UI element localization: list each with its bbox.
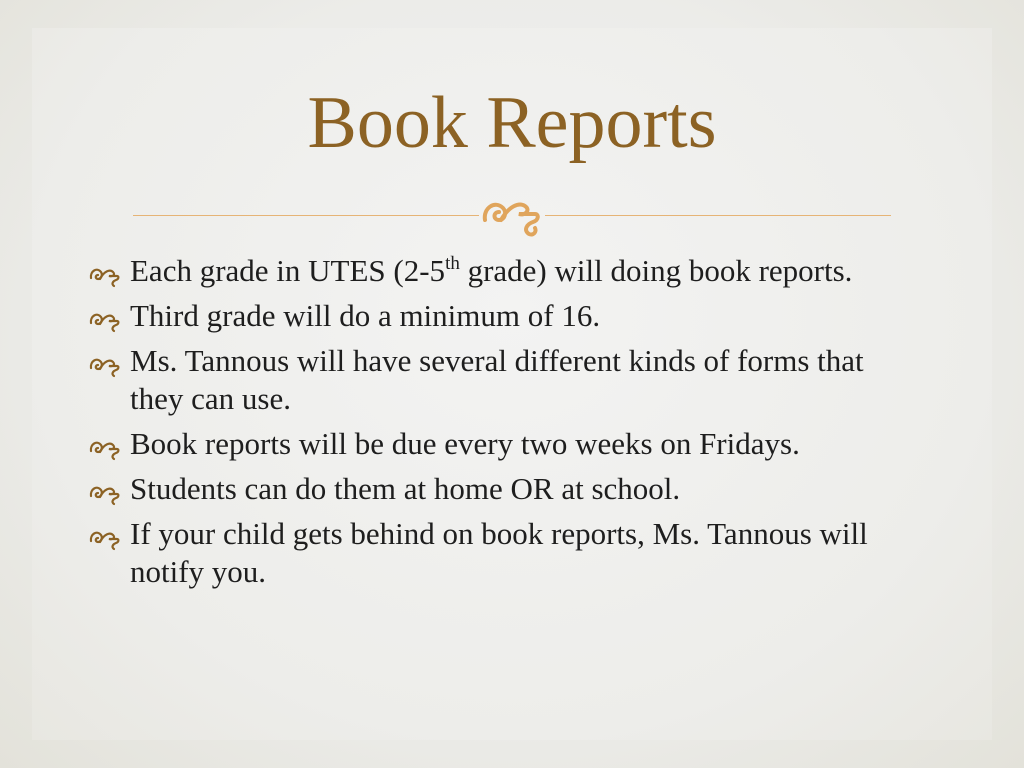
swash-bullet-icon: [88, 350, 122, 376]
bullet-text: If your child gets behind on book reports, Ms. Tannous will notify you.: [130, 516, 868, 589]
divider-line-right: [545, 215, 891, 216]
title-ornament-icon: [479, 190, 545, 240]
bullet-list: [88, 252, 908, 598]
bullet-item: [88, 515, 908, 591]
bullet-text: Ms. Tannous will have several different kinds of forms that they can use.: [130, 343, 864, 416]
slide-title: Book Reports: [307, 82, 717, 164]
bullet-item: [88, 252, 908, 290]
swash-bullet-icon: [88, 523, 122, 549]
bullet-text: Each grade in UTES (2-5th grade) will doing book reports.: [130, 253, 853, 288]
swash-bullet-icon: [88, 260, 122, 286]
swash-bullet-icon: [88, 305, 122, 331]
bullet-text: Students can do them at home OR at school.: [130, 471, 681, 506]
bullet-item: [88, 425, 908, 463]
bullet-item: [88, 470, 908, 508]
bullet-item: [88, 342, 908, 418]
swash-bullet-icon: [88, 478, 122, 504]
bullet-item: [88, 297, 908, 335]
swash-bullet-icon: [88, 433, 122, 459]
bullet-text: Book reports will be due every two weeks on Fridays.: [130, 426, 800, 461]
bullet-text: Third grade will do a minimum of 16.: [130, 298, 601, 333]
divider-line-left: [133, 215, 479, 216]
